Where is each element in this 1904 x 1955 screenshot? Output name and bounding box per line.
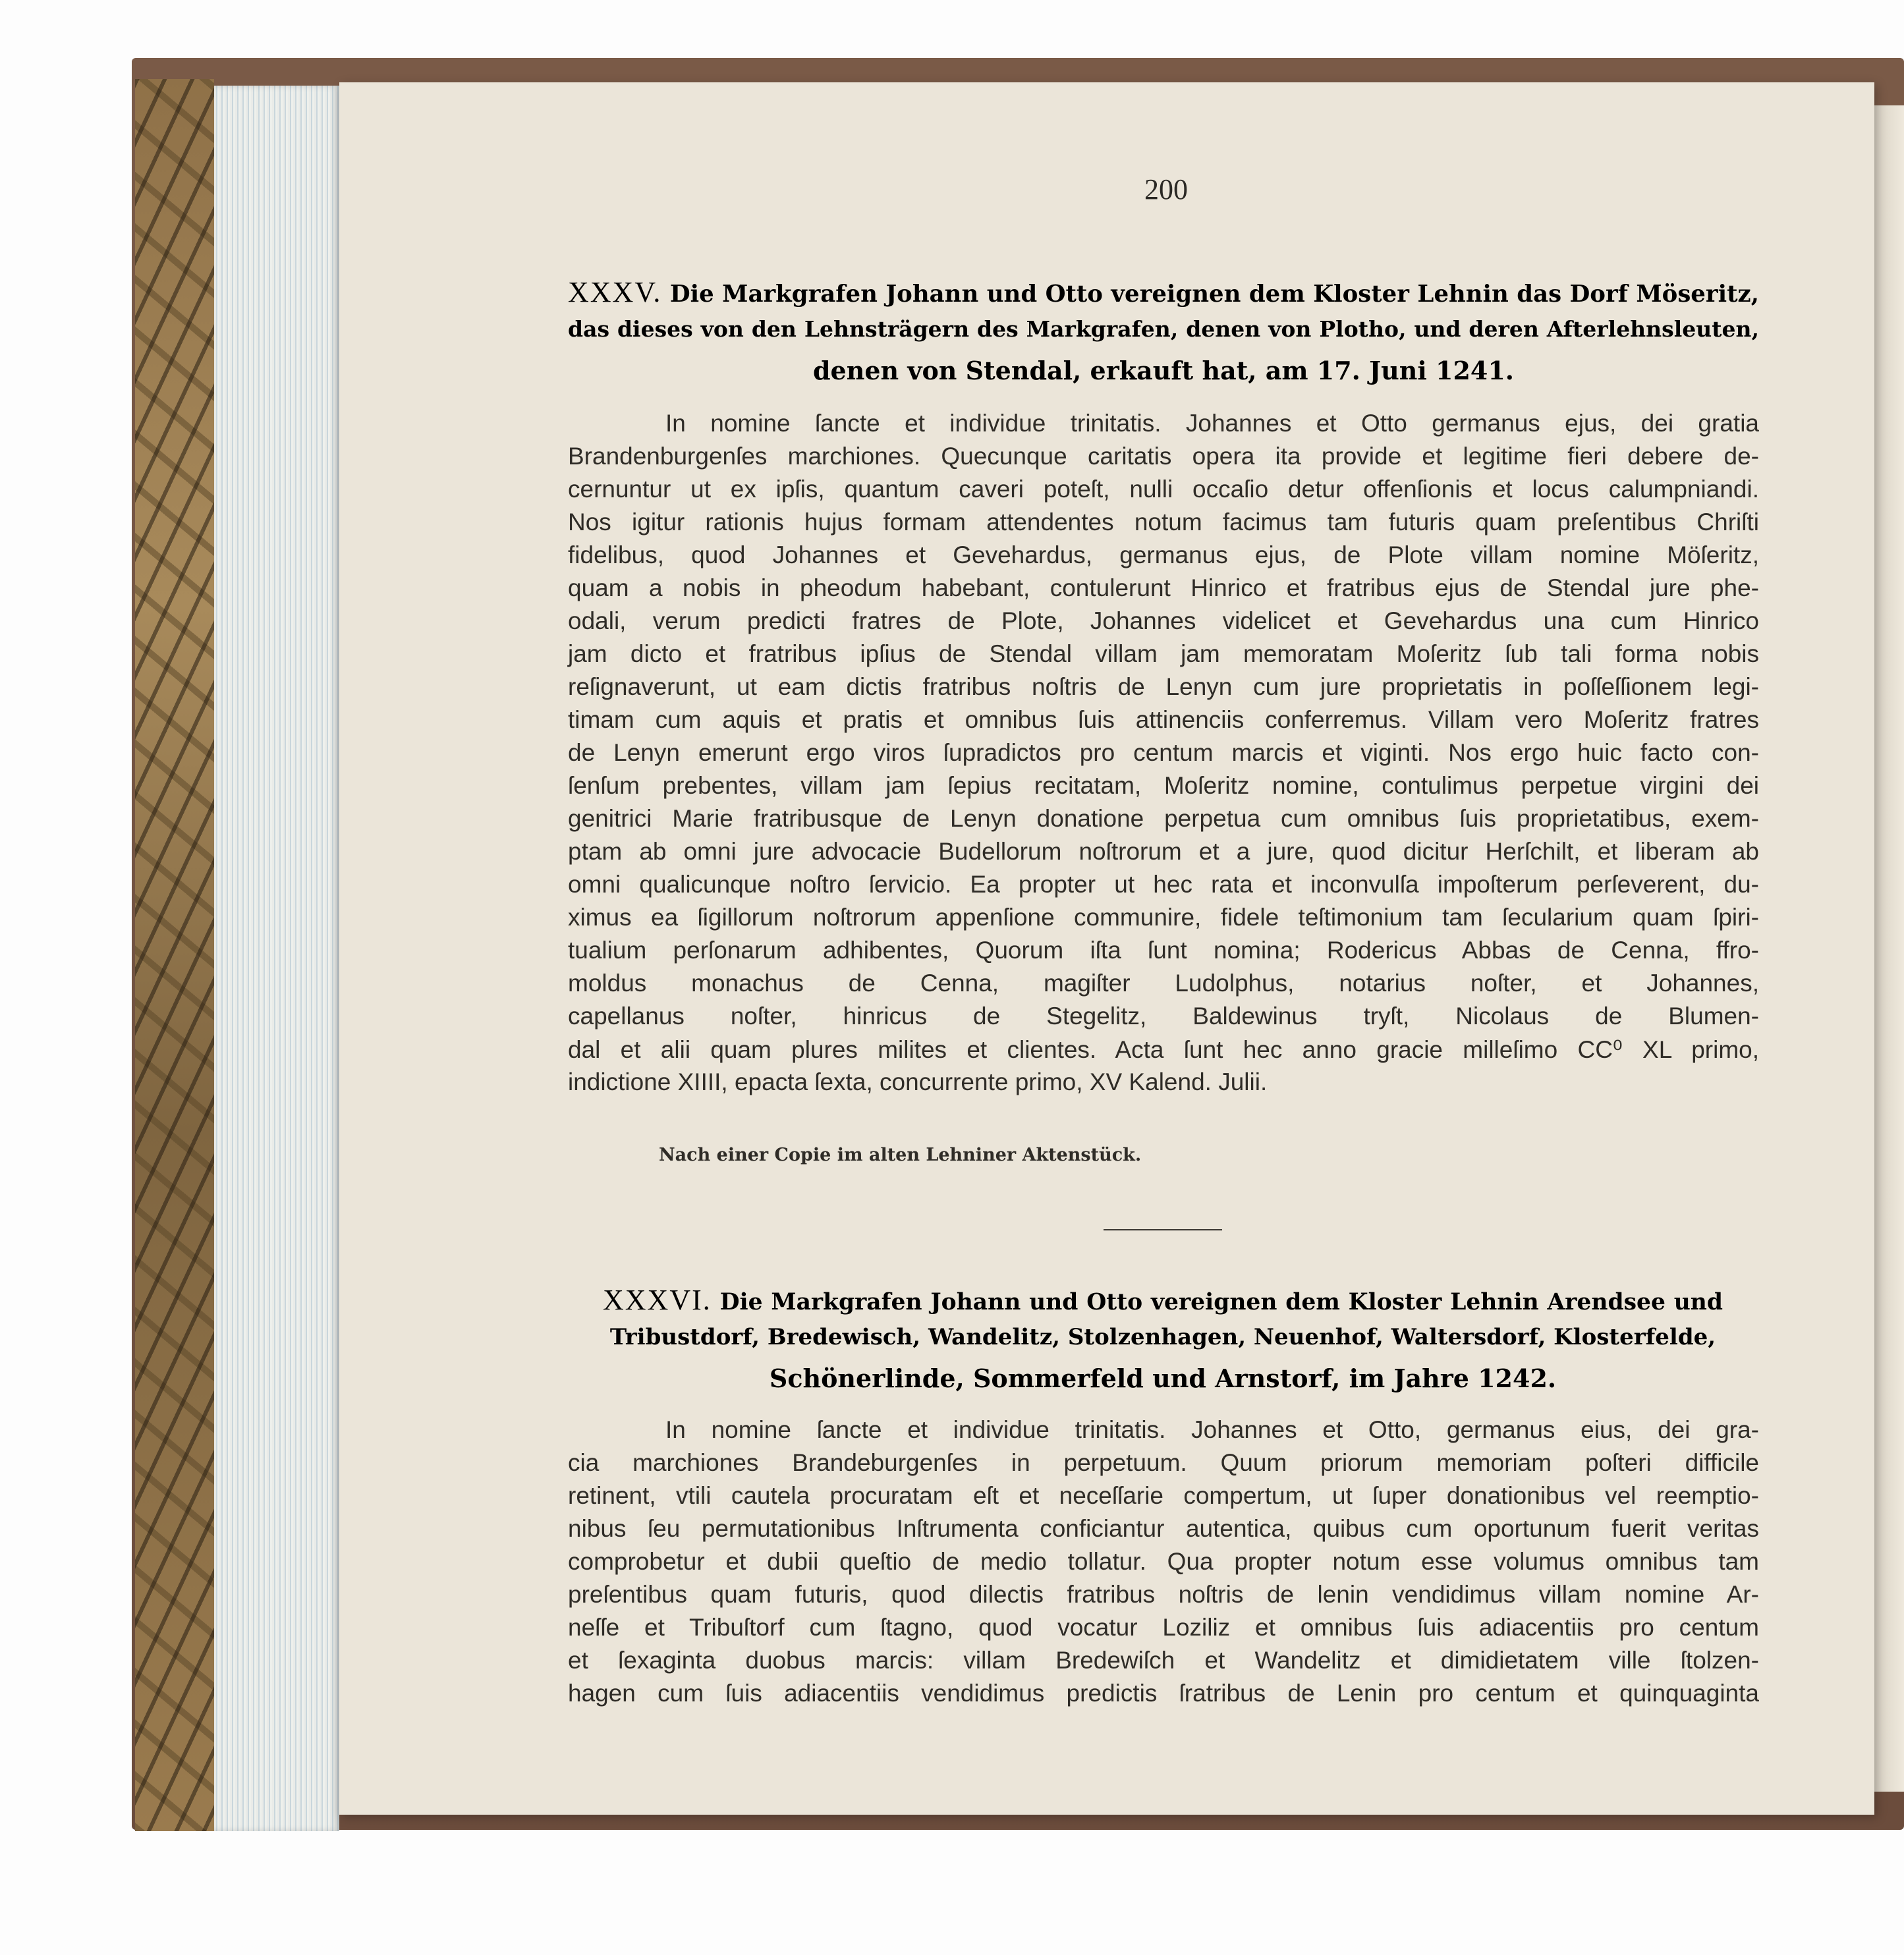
page-edges-left — [214, 86, 339, 1831]
body-line: jam dicto et fratribus ipſius de Stendal villam jam memoratam Moſeritz ſub tali forma nobis — [568, 640, 1759, 667]
body-line: ptam ab omni jure advocacie Budellorum noſtrorum et a jure, quod dicitur Herſchilt, et liberam ab — [568, 838, 1759, 865]
body-line: tualium perſonarum adhibentes, Quorum iſta ſunt nomina; Rodericus Abbas de Cenna, ffro- — [568, 937, 1759, 964]
heading-line: Tribustdorf, Bredewisch, Wandelitz, Stolzenhagen, Neuenhof, Waltersdorf, Klosterfelde, — [609, 1324, 1716, 1350]
heading-line — [568, 275, 1759, 309]
body-line: fidelibus, quod Johannes et Gevehardus, germanus ejus, de Plote villam nomine Möſeritz, — [568, 541, 1759, 568]
heading-line: das dieses von den Lehnsträgern des Markgrafen, denen von Plotho, und deren Afterlehnsleuten, — [568, 316, 1759, 342]
body-line: odali, verum predicti fratres de Plote, Johannes videlicet et Gevehardus una cum Hinrico — [568, 607, 1759, 634]
heading-line: Schönerlinde, Sommerfeld und Arnstorf, im Jahre 1242. — [769, 1363, 1557, 1393]
roman-numeral: XXXVI. — [603, 1284, 712, 1316]
body-line: Brandenburgenſes marchiones. Quecunque caritatis opera ita provide et legitime fieri debere de- — [568, 443, 1759, 470]
page-edges-right — [1874, 105, 1904, 1792]
body-line: cernuntur ut ex ipſis, quantum caveri poteſt, nulli occaſio detur offenſionis et locus calumpniandi. — [568, 476, 1759, 503]
body-line: nibus ſeu permutationibus Inſtrumenta conficiantur autentica, quibus cum oportunum fuerit veritas — [568, 1515, 1759, 1542]
body-line: In nomine ſancte et individue trinitatis. Johannes et Otto, germanus eius, dei gra- — [665, 1416, 1759, 1443]
body-line: Nos igitur rationis hujus formam attendentes notum facimus tam futuris quam preſentibus Chriſti — [568, 509, 1759, 536]
body-line: moldus monachus de Cenna, magiſter Ludolphus, notarius noſter, et Johannes, — [568, 970, 1759, 997]
body-line: genitrici Marie fratribusque de Lenyn donatione perpetua cum omnibus ſuis proprietatibus, exem- — [568, 805, 1759, 832]
section-divider — [1104, 1229, 1222, 1230]
body-line: preſentibus quam futuris, quod dilectis fratribus noſtris de lenin vendidimus villam nomine Ar- — [568, 1581, 1759, 1608]
body-line: et ſexaginta duobus marcis: villam Bredewiſch et Wandelitz et dimidietatem ville ſtolzen- — [568, 1647, 1759, 1674]
body-line: ſenſum prebentes, villam jam ſepius recitatam, Moſeritz nomine, contulimus perpetue virgini dei — [568, 772, 1759, 799]
body-line: neſſe et Tribuſtorf cum ſtagno, quod vocatur Loziliz et omnibus ſuis adiacentiis pro centum — [568, 1614, 1759, 1641]
page-number: 200 — [1144, 173, 1188, 206]
source-note: Nach einer Copie im alten Lehniner Aktenstück. — [659, 1145, 1142, 1165]
body-line: retinent, vtili cautela procuratam eſt et neceſſarie compertum, ut ſuper donationibus vel reemptio- — [568, 1482, 1759, 1509]
heading-text: Die Markgrafen Johann und Otto vereignen dem Kloster Lehnin das Dorf Möseritz, — [669, 281, 1760, 308]
heading-line — [603, 1283, 1723, 1317]
body-line: capellanus noſter, hinricus de Stegelitz, Baldewinus tryſt, Nicolaus de Blumen- — [568, 1003, 1759, 1030]
body-line: hagen cum ſuis adiacentiis vendidimus predictis ſratribus de Lenin pro centum et quinquaginta — [568, 1680, 1759, 1707]
body-line: indictione XIIII, epacta ſexta, concurrente primo, XV Kalend. Julii. — [568, 1068, 1268, 1095]
body-line: ximus ea ſigillorum noſtrorum appenſione communire, fidele teſtimonium tam ſecularium quam ſpiri- — [568, 904, 1759, 931]
body-line: reſignaverunt, ut eam dictis fratribus noſtris de Lenyn cum jure proprietatis in poſſeſſionem legi- — [568, 673, 1759, 700]
body-line: In nomine ſancte et individue trinitatis. Johannes et Otto germanus ejus, dei gratia — [665, 410, 1759, 437]
heading-line: denen von Stendal, erkauft hat, am 17. Juni 1241. — [812, 356, 1515, 385]
body-line: de Lenyn emerunt ergo viros ſupradictos pro centum marcis et viginti. Nos ergo huic facto con- — [568, 739, 1759, 766]
body-line: dal et alii quam plures milites et clientes. Acta ſunt hec anno gracie milleſimo CC⁰ XL primo, — [568, 1036, 1759, 1063]
heading-text: Die Markgrafen Johann und Otto vereignen dem Kloster Lehnin Arendsee und — [719, 1289, 1723, 1315]
marbled-endpaper — [135, 79, 214, 1831]
body-line: quam a nobis in pheodum habebant, contulerunt Hinrico et fratribus ejus de Stendal jure phe- — [568, 574, 1759, 601]
body-line: comprobetur et dubii queſtio de medio tollatur. Qua propter notum esse volumus omnibus tam — [568, 1548, 1759, 1575]
roman-numeral: XXXV. — [568, 276, 662, 308]
body-line: cia marchiones Brandeburgenſes in perpetuum. Quum priorum memoriam poſteri difficile — [568, 1449, 1759, 1476]
body-line: omni qualicunque noſtro ſervicio. Ea propter ut hec rata et inconvulſa impoſterum perſeverent, du- — [568, 871, 1759, 898]
body-line: timam cum aquis et pratis et omnibus ſuis attinenciis conferremus. Villam vero Moſeritz fratres — [568, 706, 1759, 733]
